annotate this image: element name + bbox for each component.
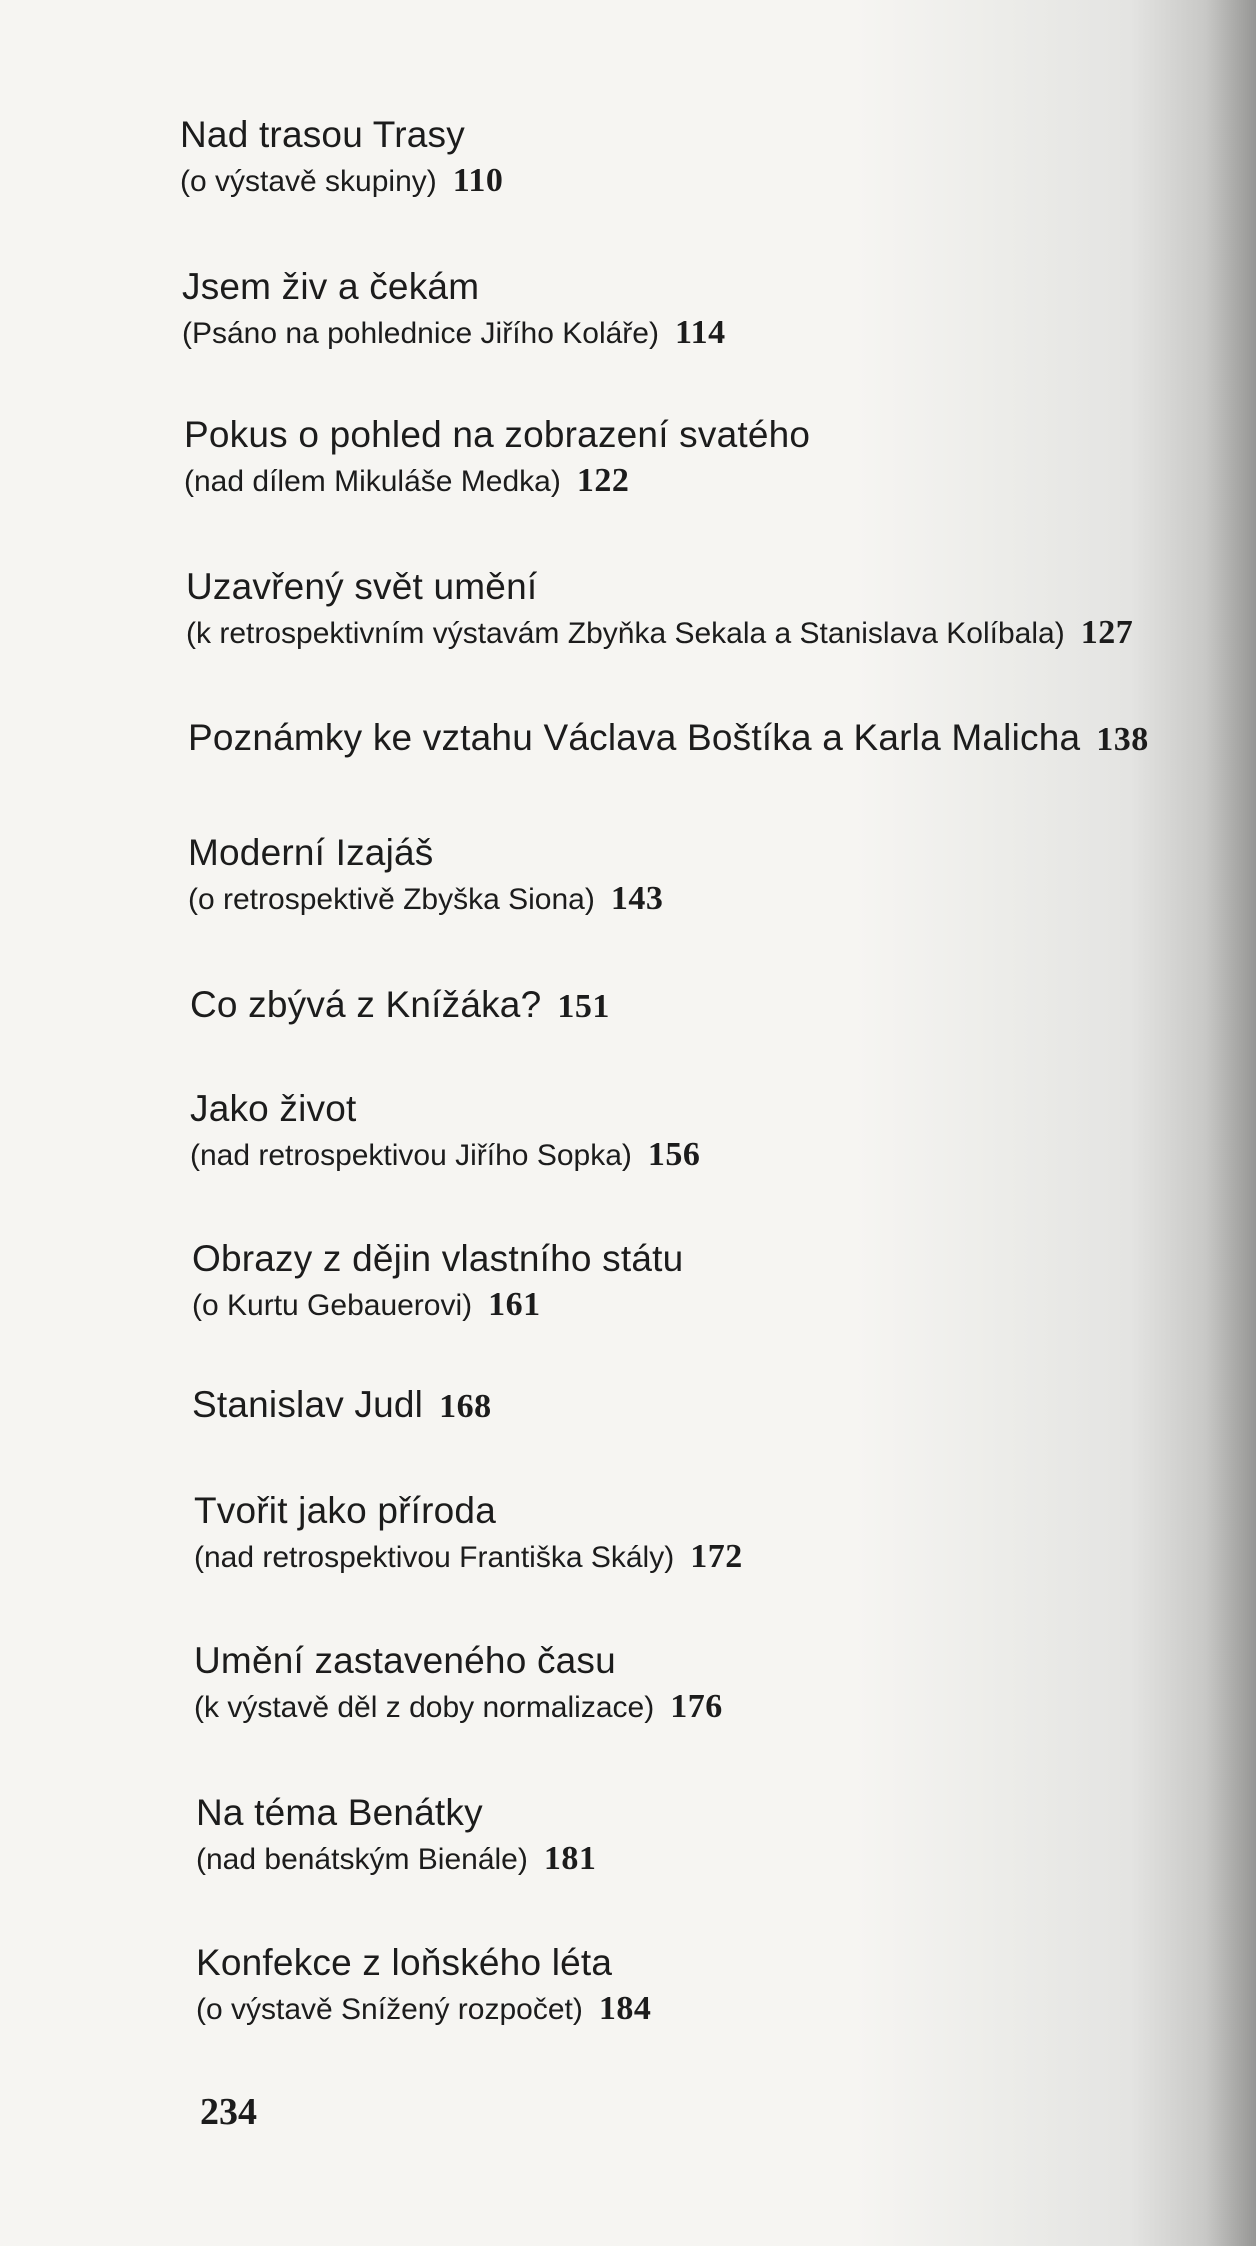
entry-title: Tvořit jako příroda: [194, 1490, 496, 1531]
toc-entry: [190, 1086, 1190, 1177]
toc-entry: [192, 1236, 1192, 1327]
entry-subtitle: (o výstavě Snížený rozpočet): [196, 1993, 583, 2026]
entry-subtitle: (Psáno na pohlednice Jiřího Koláře): [182, 317, 659, 350]
entry-page-number: 138: [1096, 721, 1149, 758]
toc-entry: [194, 1638, 1194, 1729]
entry-subtitle: (k výstavě děl z doby normalizace): [194, 1691, 655, 1724]
entry-title: Jsem živ a čekám: [182, 266, 480, 307]
toc-entry: [196, 1940, 1196, 2031]
entry-title: Obrazy z dějin vlastního státu: [192, 1238, 684, 1279]
entry-page-number: 127: [1080, 614, 1134, 651]
entry-subtitle: (nad retrospektivou Jiřího Sopka): [190, 1139, 632, 1172]
toc-entry: [186, 564, 1186, 655]
toc-entry: [180, 112, 1180, 203]
entry-title: Umění zastaveného času: [194, 1640, 616, 1681]
toc-entry: [196, 1790, 1196, 1881]
entry-title: Poznámky ke vztahu Václava Boštíka a Karla Malicha: [188, 717, 1081, 758]
entry-title: Stanislav Judl: [192, 1384, 424, 1425]
entry-page-number: 184: [598, 1990, 652, 2027]
toc-entry: [192, 1382, 1192, 1430]
toc-entry: [188, 830, 1188, 921]
entry-page-number: 122: [576, 462, 630, 499]
toc-entry: [182, 264, 1182, 355]
entry-subtitle: (nad dílem Mikuláše Medka): [184, 465, 561, 498]
entry-page-number: 151: [557, 988, 610, 1025]
entry-title: Co zbývá z Knížáka?: [190, 984, 542, 1025]
entry-page-number: 176: [670, 1688, 723, 1725]
entry-subtitle: (o výstavě skupiny): [180, 165, 437, 198]
entry-title: Jako život: [190, 1088, 357, 1129]
toc-entry: [194, 1488, 1194, 1579]
entry-page-number: 181: [543, 1840, 597, 1877]
entry-subtitle: (k retrospektivním výstavám Zbyňka Sekala a Stanislava Kolíbala): [186, 617, 1065, 650]
entry-subtitle: (o retrospektivě Zbyška Siona): [188, 883, 595, 916]
entry-subtitle: (o Kurtu Gebauerovi): [192, 1289, 473, 1322]
entry-page-number: 110: [452, 162, 504, 199]
toc-entry: [190, 982, 1190, 1030]
entry-title: Konfekce z loňského léta: [196, 1942, 613, 1983]
entry-page-number: 161: [488, 1286, 541, 1323]
entry-title: Pokus o pohled na zobrazení svatého: [184, 414, 811, 455]
entry-page-number: 172: [690, 1538, 743, 1575]
entry-page-number: 168: [439, 1388, 492, 1425]
entry-title: Nad trasou Trasy: [180, 114, 465, 155]
entry-title: Na téma Benátky: [196, 1792, 483, 1833]
toc-entry: [188, 715, 1188, 763]
toc-entry: [184, 412, 1184, 503]
entry-subtitle: (nad benátským Bienále): [196, 1843, 528, 1876]
entry-page-number: 143: [610, 880, 664, 917]
entry-page-number: 114: [674, 314, 726, 351]
entry-page-number: 156: [647, 1136, 701, 1173]
entry-title: Uzavřený svět umění: [186, 566, 538, 607]
page-number-folio: 234: [200, 2091, 257, 2133]
entry-title: Moderní Izajáš: [188, 832, 434, 873]
entry-subtitle: (nad retrospektivou Františka Skály): [194, 1541, 675, 1574]
